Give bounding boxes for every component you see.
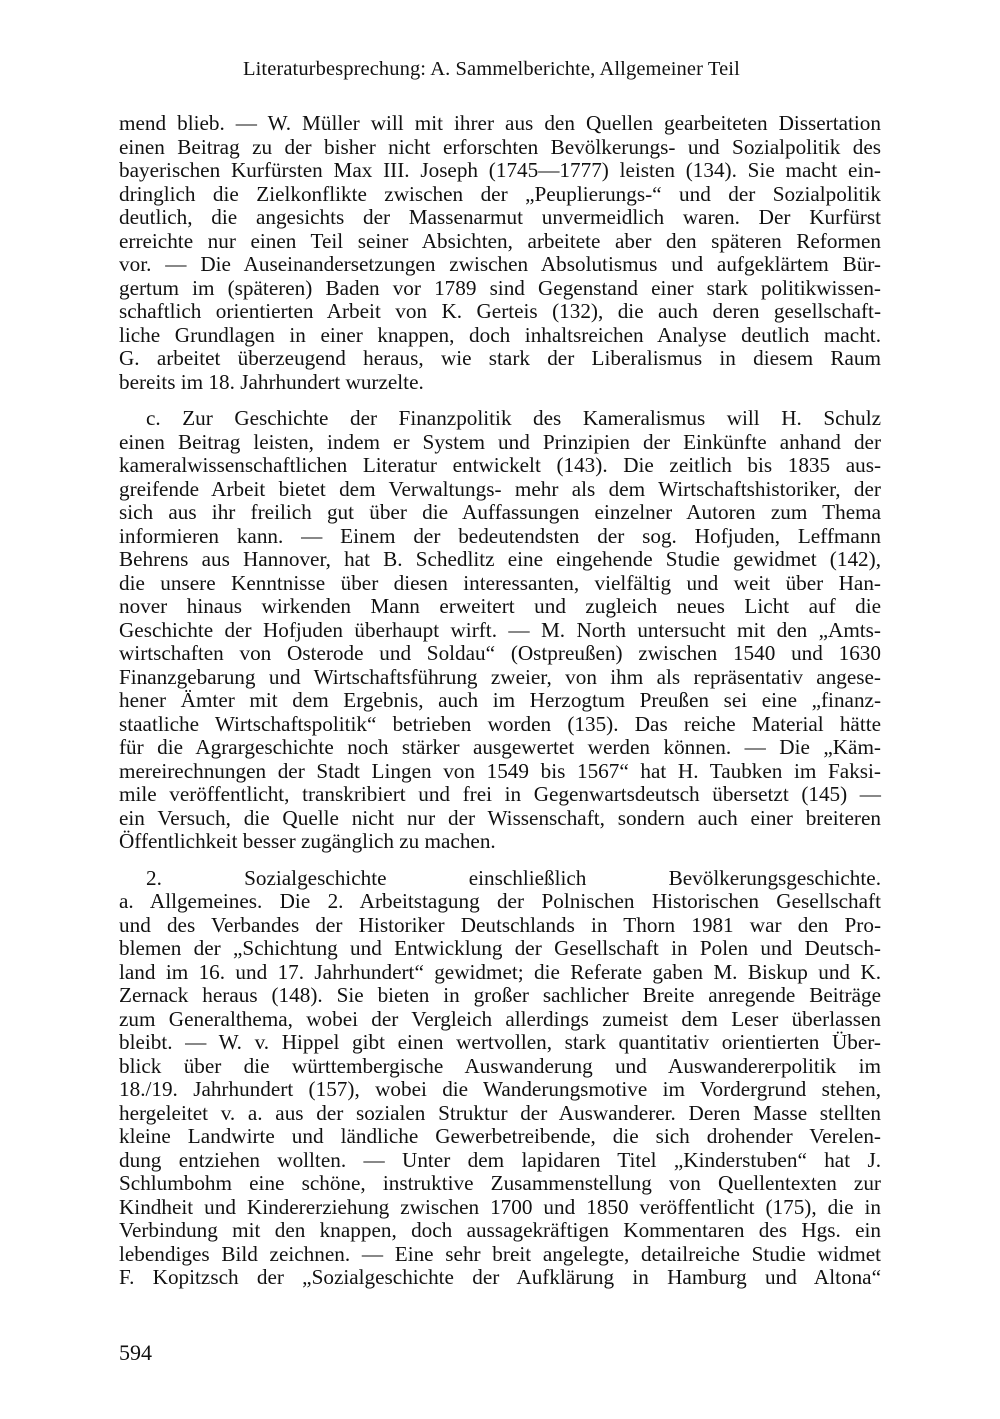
text-line: die unsere Kenntnisse über diesen interessanten, vielfältig und weit über Han- (119, 570, 881, 595)
text-line: hergeleitet v. a. aus der sozialen Struktur der Auswanderer. Deren Masse stellten (119, 1100, 881, 1125)
text-line: Kindheit und Kindererziehung zwischen 1700 und 1850 veröffentlicht (175), die in (119, 1194, 881, 1219)
text-line: blemen der „Schichtung und Entwicklung der Gesellschaft in Polen und Deutsch- (119, 936, 881, 960)
text-line: 18./19. Jahrhundert (157), wobei die Wanderungsmotive im Vordergrund stehen, (119, 1077, 881, 1101)
text-line: dringlich die Zielkonflikte zwischen der „Peuplierungs-“ und der Sozialpolitik (119, 181, 881, 206)
page-number: 594 (119, 1340, 152, 1365)
text-line: gertum im (späteren) Baden vor 1789 sind Gegenstand einer stark politikwissen- (119, 275, 881, 300)
text-line: land im 16. und 17. Jahrhundert“ gewidmet; die Referate gaben M. Biskup und K. (119, 959, 881, 984)
paragraph (119, 867, 881, 1290)
text-line: schaftlich orientierten Arbeit von K. Gerteis (132), die auch deren gesellschaft- (119, 299, 881, 323)
text-line: kleine Landwirte und ländliche Gewerbetreibende, die sich drohender Verelen- (119, 1124, 881, 1148)
text-line: 2. Sozialgeschichte einschließlich Bevölkerungsgeschichte. (146, 865, 881, 890)
text-line: vor. — Die Auseinandersetzungen zwischen Absolutismus und aufgeklärtem Bür- (119, 252, 881, 276)
text-line: ein Versuch, die Quelle nicht nur der Wissenschaft, sondern auch einer breiteren (119, 805, 881, 830)
text-line: erreichte nur einen Teil seiner Absichten, arbeitete aber den späteren Reformen (119, 228, 881, 253)
text-line: deutlich, die angesichts der Massenarmut unvermeidlich waren. Der Kurfürst (119, 205, 881, 229)
text-line: liche Grundlagen in einer knappen, doch inhaltsreichen Analyse deutlich macht. (119, 322, 881, 347)
text-line: bereits im 18. Jahrhundert wurzelte. (119, 369, 424, 394)
running-header: Literaturbesprechung: A. Sammelberichte, Allgemeiner Teil (243, 58, 740, 80)
text-line: Geschichte der Hofjuden überhaupt wirft. — M. North untersucht mit den „Amts- (119, 617, 881, 642)
text-line: sich aus ihr freilich gut über die Auffassungen einzelner Autoren zum Thema (119, 500, 881, 524)
text-line: F. Kopitzsch der „Sozialgeschichte der Aufklärung in Hamburg und Altona“ (119, 1265, 881, 1289)
text-line: lebendiges Bild zeichnen. — Eine sehr breit angelegte, detailreiche Studie widmet (119, 1241, 881, 1266)
text-line: mend blieb. — W. Müller will mit ihrer aus den Quellen gearbeiteten Dissertation (119, 111, 881, 135)
text-line: hener Ämter mit dem Ergebnis, auch im Herzogtum Preußen sei eine „finanz- (119, 688, 881, 712)
text-line: und des Verbandes der Historiker Deutschlands in Thorn 1981 war den Pro- (119, 912, 881, 937)
text-line: informieren kann. — Einem der bedeutendsten der sog. Hofjuden, Leffmann (119, 523, 881, 548)
text-line: dung entziehen wollten. — Unter dem lapidaren Titel „Kinderstuben“ hat J. (119, 1147, 881, 1172)
text-line: mereirechnungen der Stadt Lingen von 1549 bis 1567“ hat H. Taubken im Faksi- (119, 758, 881, 783)
text-line: G. arbeitet überzeugend heraus, wie stark der Liberalismus in diesem Raum (119, 346, 881, 370)
text-line: Öffentlichkeit besser zugänglich zu machen. (119, 829, 496, 853)
text-line: Verbindung mit den knappen, doch aussagekräftigen Kommentaren des Hgs. ein (119, 1218, 881, 1242)
text-line: Finanzgebarung und Wirtschaftsführung zweier, von ihm als repräsentativ angese- (119, 664, 881, 689)
text-line: Behrens aus Hannover, hat B. Schedlitz eine eingehende Studie gewidmet (142), (119, 547, 881, 571)
text-line: staatliche Wirtschaftspolitik“ betrieben worden (135). Das reiche Material hätte (119, 711, 881, 736)
paragraph (119, 407, 881, 854)
text-line: für die Agrargeschichte noch stärker ausgewertet werden können. — Die „Käm- (119, 735, 881, 759)
text-line: nover hinaus wirkenden Mann erweitert und zugleich neues Licht auf die (119, 594, 881, 618)
text-line: blick über die württembergische Auswanderung und Auswandererpolitik im (119, 1053, 881, 1078)
text-line: einen Beitrag zu der bisher nicht erforschten Bevölkerungs- und Sozialpolitik des (119, 134, 881, 159)
text-line: Schlumbohm eine schöne, instruktive Zusammenstellung von Quellentexten zur (119, 1171, 881, 1195)
body-text (119, 112, 881, 1303)
text-line: Zernack heraus (148). Sie bieten in großer sachlicher Breite anregende Beiträge (119, 983, 881, 1007)
text-line: bleibt. — W. v. Hippel gibt einen wertvollen, stark quantitativ orientierten Über- (119, 1030, 881, 1054)
paragraph (119, 112, 881, 394)
text-line: mile veröffentlicht, transkribiert und frei in Gegenwartsdeutsch übersetzt (145) — (119, 782, 881, 806)
text-line: einen Beitrag leisten, indem er System und Prinzipien der Einkünfte anhand der (119, 429, 881, 454)
text-line: zum Generalthema, wobei der Vergleich allerdings zumeist dem Leser überlassen (119, 1006, 881, 1031)
text-line: greifende Arbeit bietet dem Verwaltungs- mehr als dem Wirtschaftshistoriker, der (119, 476, 881, 501)
text-line: c. Zur Geschichte der Finanzpolitik des Kameralismus will H. Schulz (146, 406, 881, 430)
text-line: bayerischen Kurfürsten Max III. Joseph (1745—1777) leisten (134). Sie macht ein- (119, 158, 881, 182)
text-line: wirtschaften von Osterode und Soldau“ (Ostpreußen) zwischen 1540 und 1630 (119, 641, 881, 665)
text-line: a. Allgemeines. Die 2. Arbeitstagung der Polnischen Historischen Gesellschaft (119, 889, 881, 913)
text-line: kameralwissenschaftlichen Literatur entwickelt (143). Die zeitlich bis 1835 aus- (119, 453, 881, 477)
